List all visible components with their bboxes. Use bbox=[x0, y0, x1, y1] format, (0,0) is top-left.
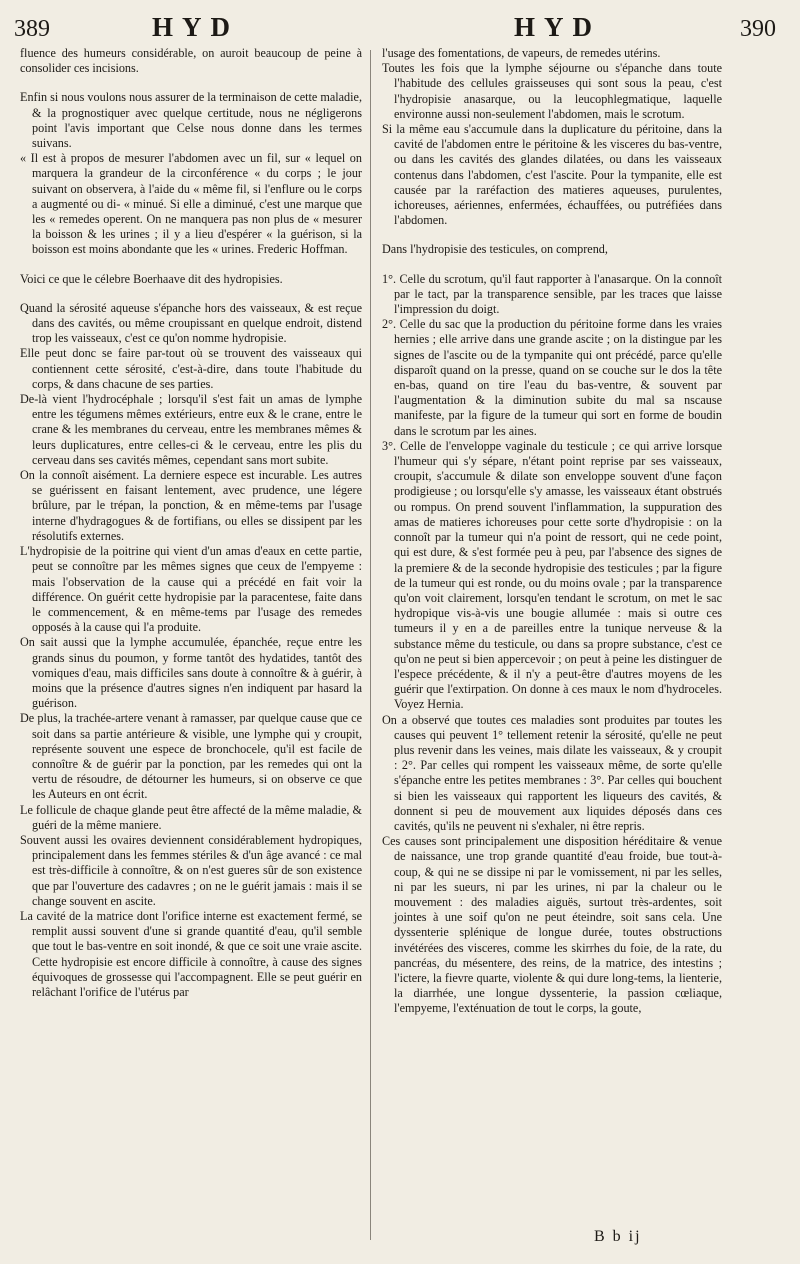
left-page-number: 389 bbox=[14, 16, 50, 42]
paragraph: Ces causes sont principalement une disposition héréditaire & venue de naissance, une trop grande quantité d'eau froide, bue tout-à-coup, & qui ne se dissipe ni par le vomissement, ni par les selles, ni par les sueurs, ni par les urines, ni par la chaleur ou le mouvement : des maladies aiguës, surtout très-ardentes, soit jointes à une soif qu'on ne peut éteindre, soit sans cela. Une dyssenterie splénique de longue durée, toutes obstructions invétérées des visceres, comme les skirrhes du foie, de la rate, du pancréas, du mésentere, des reins, de la matrice, des intestins ; l'ictere, la fievre quarte, violente & qui dure long-tems, la lienterie, la diarrhée, une longue dyssenterie, la passion cœliaque, l'empyeme, l'exténuation de tout le corps, la goute, bbox=[382, 834, 722, 1016]
paragraph: Le follicule de chaque glande peut être affecté de la même maladie, & guéri de la même maniere. bbox=[20, 802, 362, 832]
printer-signature: B b ij bbox=[594, 1228, 642, 1245]
paragraph: fluence des humeurs considérable, on auroit beaucoup de peine à consolider ces incisions. bbox=[20, 46, 362, 76]
paragraph: l'usage des fomentations, de vapeurs, de remedes utérins. bbox=[382, 46, 661, 60]
paragraph: On sait aussi que la lymphe accumulée, épanchée, reçue entre les grands sinus du poumon, y forme tantôt des hydatides, tantôt des vomiques d'eau, mais difficiles sans doute à connoître & à guérir, à moins que la présence d'autres signes n'en indiquent par hasard la guérison. bbox=[20, 635, 362, 711]
paragraph: On la connoît aisément. La derniere espece est incurable. Les autres se guérissent en faisant lentement, avec prudence, une légere brûlure, par le trépan, la ponction, & en même-tems par l'usage interne d'hydragogues & de fortifians, ou elles se dissipent par les résolutifs externes. bbox=[20, 468, 362, 543]
quotation: « Il est à propos de mesurer l'abdomen avec un fil, sur « lequel on marquera la grandeur de la circonférence « du corps ; le jour suivant on observera, à l'aide du « même fil, si l'enflure ou le corps a augmenté ou di- « minué. Si elle a diminué, c'est une marque que les « remedes operent. On ne manquera pas non plus de « mesurer la boisson & les urines ; il y a lieu d'espérer « la guérison, si la boisson est moins abondante que les « urines. Frederic Hoffman. bbox=[20, 151, 362, 257]
paragraph: On a observé que toutes ces maladies sont produites par toutes les causes qui peuvent 1° tellement retenir la sérosité, qu'elle ne peut plus revenir dans les veines, mais dilate les vaisseaux, & y croupit : 2°. Par celles qui rompent les vaisseaux même, de sorte qu'elle s'épanche entre les petites membranes : 3°. Par celles qui bouchent si bien les vaisseaux qui rapportent les liqueurs des cavités, & donnent si peu de mouvement aux liquides déposés dans ces cavités, qu'ils ne peuvent ni s'exhaler, ni être repris. bbox=[382, 712, 722, 833]
left-running-head: HYD bbox=[152, 12, 239, 42]
paragraph: Elle peut donc se faire par-tout où se trouvent des vaisseaux qui contiennent cette sérosité, c'est-à-dire, dans toute l'habitude du corps, & dans chacune de ses parties. bbox=[20, 346, 362, 391]
column-divider bbox=[370, 50, 371, 1240]
paragraph: De plus, la trachée-artere venant à ramasser, par quelque cause que ce soit dans sa partie antérieure & visible, une lymphe qui y croupit, représente souvent une espece de bronchocele, qu'il est facile de connoître & de guérir par la ponction, par les remedes qui ont la vertu de résoudre, de détourner les humeurs, si on observe ce que les Auteurs en ont écrit. bbox=[20, 711, 362, 802]
paragraph: La cavité de la matrice dont l'orifice interne est exactement fermé, se remplit aussi souvent d'une si grande quantité d'eau, qu'il semble que tout le bas-ventre en soit inondé, & que ce soit une vraie ascite. Cette hydropisie est encore difficile à connoître, à cause des signes équivoques de grossesse qui l'accompagnent. Elle se peut guérir en relâchant l'orifice de l'utérus par bbox=[20, 908, 362, 999]
paragraph: De-là vient l'hydrocéphale ; lorsqu'il s'est fait un amas de lymphe entre les tégumens mêmes extérieurs, entre eux & le crane, entre le crane & les membranes du cerveau, entre les membranes mêmes & leurs duplicatures, entre celles-ci & le cerveau, entre les plis du cerveau dans ses cavités mêmes, cependant sans mort subite. bbox=[20, 392, 362, 467]
right-column bbox=[382, 46, 722, 1246]
list-item: 3°. Celle de l'enveloppe vaginale du testicule ; ce qui arrive lorsque l'humeur qui s'y sépare, n'étant point reprise par ses vaisseaux, croupit, s'accumule & dilate son enveloppe souvent d'une façon prodigieuse ; ou lorsqu'elle s'y amasse, les vaisseaux étant obstrués ou rompus. On prend souvent l'inflammation, la suppuration des amas de matieres ichoreuses pour cette sorte d'hydropisie : on la connoît par la tumeur qui n'a point de ressort, qui ne cede point, qui est dure, & s'est formée peu à peu, par l'absence des signes de la premiere & de la seconde hydropisie des testicules ; par la figure de la tumeur qui est ronde, ou du moins ovale ; par la transparence qu'on voit clairement, lorsqu'en tendant le scrotum, on met le sac hydropique vis-à-vis une bougie allumée : mais si outre ces tumeurs il y en a de pareilles entre la tunique nerveuse & la substance même du testicule, ou dans sa propre substance, c'est ce qu'on ne peut si bien appercevoir ; on peut à peine les distinguer de l'espece précédente, & il n'y a peut-être d'autres moyens de les guérir que l'extirpation. On donne à ces maux le nom d'hydroceles. Voyez Hernia. bbox=[382, 438, 722, 712]
paragraph: Voici ce que le célebre Boerhaave dit des hydropisies. bbox=[20, 271, 283, 286]
paragraph: Dans l'hydropisie des testicules, on comprend, bbox=[382, 242, 608, 257]
paragraph: L'hydropisie de la poitrine qui vient d'un amas d'eaux en cette partie, peut se connoître par les mêmes signes que ceux de l'empyeme : mais l'observation de la cause qui a précédé en fait voir la différence. On guérit cette hydropisie par la paracentese, faite dans le commencement, & en même-tems par l'usage des remedes opposés à la cause qui l'a produite. bbox=[20, 544, 362, 635]
left-column bbox=[20, 46, 362, 1246]
running-header bbox=[0, 10, 800, 46]
paragraph: Toutes les fois que la lymphe séjourne ou s'épanche dans toute l'habitude des cellules graisseuses qui sont sous la peau, c'est l'hydropisie anasarque, ou la leucophlegmatique, laquelle environne aussi non-seulement l'abdomen, mais le scrotum. bbox=[382, 61, 722, 121]
right-running-head: HYD bbox=[514, 12, 601, 42]
list-item: 1°. Celle du scrotum, qu'il faut rapporter à l'anasarque. On la connoît par le tact, par la transparence sensible, par les traces que laisse l'impression du doigt. bbox=[382, 271, 722, 317]
list-item: 2°. Celle du sac que la production du péritoine forme dans les vraies hernies ; elle arrive dans une grande ascite ; on la distingue par les signes de l'ascite ou de la tympanite qui ont précédé, parce qu'elle disparoît quand on la presse, quand on se couche sur le dos la tête en-bas, quand on tire l'eau du bas-ventre, & souvent par l'augmentation & la diminution subite du mal sa nscause manifeste, par la figure de la tumeur qui sort en forme de boudin dans le scrotum par les aines. bbox=[382, 317, 722, 438]
paragraph: Quand la sérosité aqueuse s'épanche hors des vaisseaux, & est reçue dans des cavités, ou même croupissant en quelque endroit, distend trop les vaisseaux, c'est ce qu'on nomme hydropisie. bbox=[20, 300, 362, 346]
paragraph: Enfin si nous voulons nous assurer de la terminaison de cette maladie, & la prognostiquer avec quelque certitude, nous ne négligerons point l'avis important que Celse nous donne dans les termes suivans. bbox=[20, 90, 362, 151]
paragraph: Si la même eau s'accumule dans la duplicature du péritoine, dans la cavité de l'abdomen entre le péritoine & les visceres du bas-ventre, ou dans les cavités des glandes dilatées, ou dans les vaisseaux contenus dans l'abdomen, c'est l'ascite. Pour la tympanite, elle est causée par la raréfaction des matieres aqueuses, purulentes, ichoreuses, aériennes, enfermées, échauffées, ou putréfiées dans l'abdomen. bbox=[382, 122, 722, 228]
paragraph: Souvent aussi les ovaires deviennent considérablement hydropiques, principalement dans les femmes stériles & d'un âge avancé : ce mal est très-difficile à connoître, & on n'est gueres sûr de son existence que par l'ouverture des cadavres ; on ne le guérit jamais : mais il se change souvent en ascite. bbox=[20, 832, 362, 908]
right-page-number: 390 bbox=[740, 16, 776, 42]
